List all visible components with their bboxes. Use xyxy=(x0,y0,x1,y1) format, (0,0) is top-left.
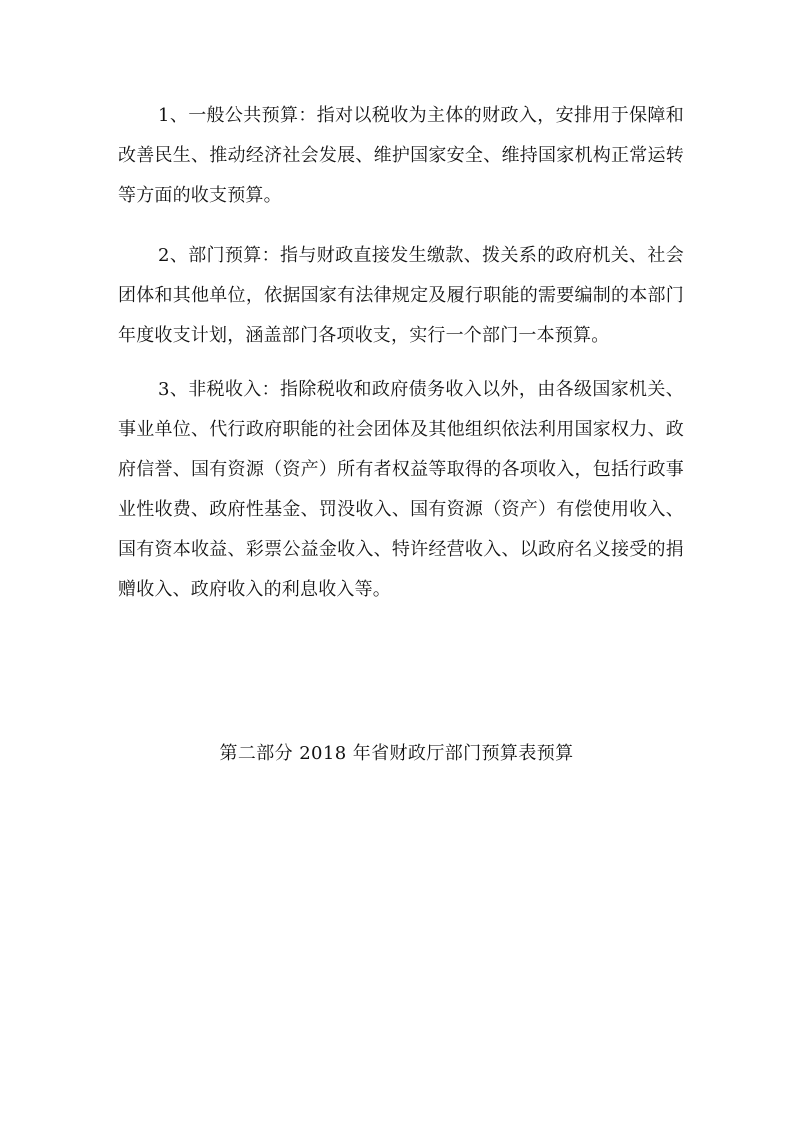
paragraph-department-budget: 2、部门预算：指与财政直接发生缴款、拨关系的政府机关、社会团体和其他单位，依据国家有法律规定及履行职能的需要编制的本部门年度收支计划，涵盖部门各项收支，实行一个部门一本预算。 xyxy=(118,245,684,346)
paragraph-non-tax-revenue: 3、非税收入：指除税收和政府债务收入以外，由各级国家机关、事业单位、代行政府职能的社会团体及其他组织依法利用国家权力、政府信誉、国有资源（资产）所有者权益等取得的各项收入，包括行政事业性收费、政府性基金、罚没收入、国有资源（资产）有偿使用收入、国有资本收益、彩票公益金收入、特许经营收入、以政府名义接受的捐赠收入、政府收入的利息收入等。 xyxy=(118,379,684,600)
paragraph-general-public-budget: 1、一般公共预算：指对以税收为主体的财政入，安排用于保障和改善民生、推动经济社会发展、维护国家安全、维持国家机构正常运转 等方面的收支预算。 xyxy=(118,105,684,206)
section-title: 第二部分 2018 年省财政厅部门预算表预算 xyxy=(219,743,574,764)
